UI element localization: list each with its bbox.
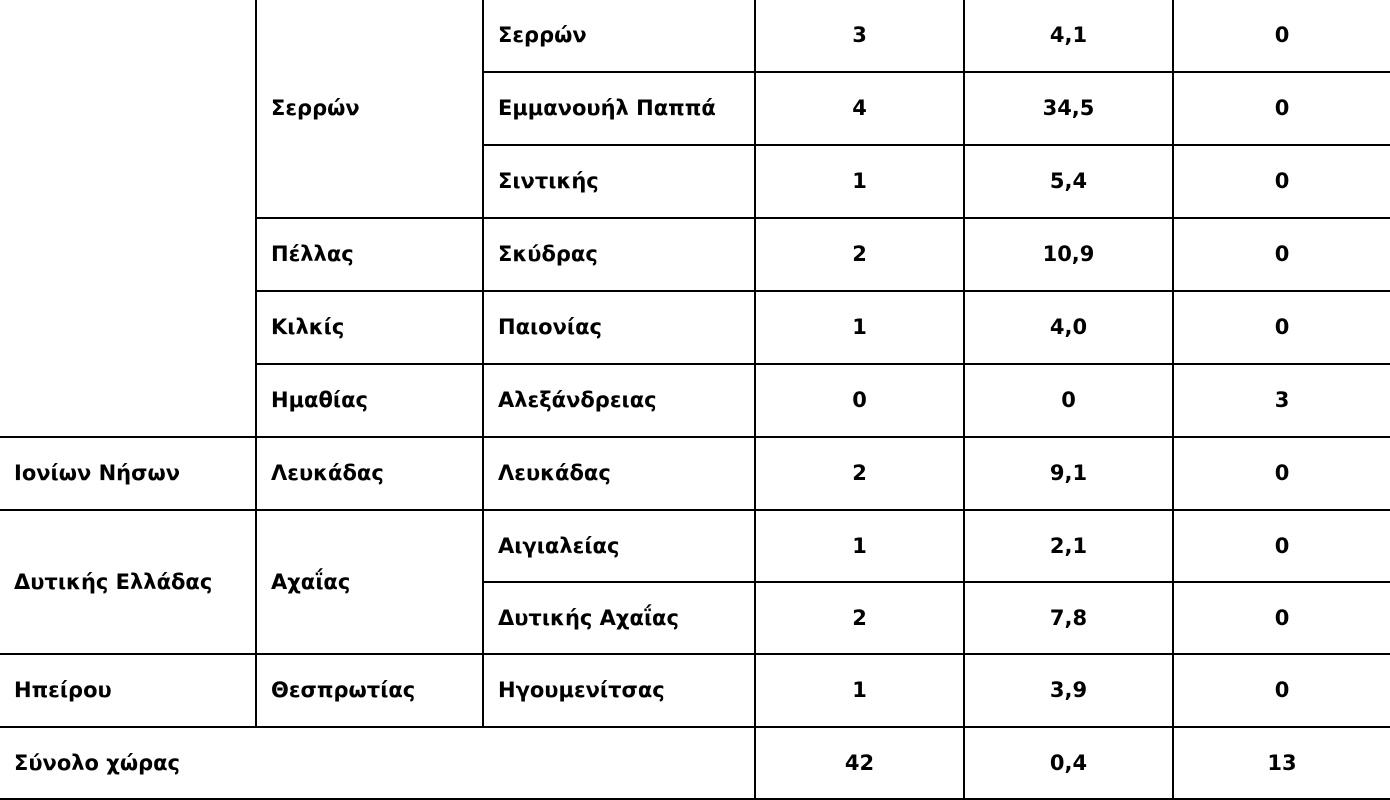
deaths-cell: 0: [1173, 218, 1390, 291]
rate-cell: 4,1: [964, 0, 1173, 72]
rate-cell: 5,4: [964, 145, 1173, 218]
deaths-cell: 0: [1173, 582, 1390, 654]
rate-cell: 0: [964, 364, 1173, 437]
regional-unit-cell: Πέλλας: [256, 218, 483, 291]
municipality-cell: Σκύδρας: [483, 218, 755, 291]
region-cell: Ιονίων Νήσων: [0, 437, 256, 510]
cases-cell: 1: [755, 291, 964, 364]
cases-cell: 3: [755, 0, 964, 72]
cases-cell: 1: [755, 654, 964, 727]
table-row: [0, 654, 1390, 727]
cases-cell: 4: [755, 72, 964, 145]
rate-cell: 2,1: [964, 510, 1173, 582]
deaths-cell: 0: [1173, 0, 1390, 72]
deaths-cell: 0: [1173, 145, 1390, 218]
table-row: [0, 510, 1390, 582]
cases-cell: 1: [755, 510, 964, 582]
deaths-cell: 0: [1173, 437, 1390, 510]
regional-unit-cell: Ημαθίας: [256, 364, 483, 437]
municipality-cell: Αιγιαλείας: [483, 510, 755, 582]
municipality-cell: Εμμανουήλ Παππά: [483, 72, 755, 145]
regional-unit-cell: Λευκάδας: [256, 437, 483, 510]
deaths-cell: 0: [1173, 654, 1390, 727]
region-cell-empty: [0, 0, 256, 437]
cases-cell: 2: [755, 582, 964, 654]
rate-cell: 10,9: [964, 218, 1173, 291]
municipality-cell: Αλεξάνδρειας: [483, 364, 755, 437]
total-cases-cell: 42: [755, 727, 964, 799]
cases-cell: 1: [755, 145, 964, 218]
deaths-cell: 0: [1173, 291, 1390, 364]
municipality-cell: Ηγουμενίτσας: [483, 654, 755, 727]
cases-cell: 0: [755, 364, 964, 437]
municipality-cell: Σερρών: [483, 0, 755, 72]
table-row: [0, 437, 1390, 510]
deaths-cell: 3: [1173, 364, 1390, 437]
municipality-cell: Λευκάδας: [483, 437, 755, 510]
table-row: [0, 0, 1390, 72]
cases-cell: 2: [755, 437, 964, 510]
deaths-cell: 0: [1173, 72, 1390, 145]
rate-cell: 3,9: [964, 654, 1173, 727]
regional-unit-cell: Αχαΐας: [256, 510, 483, 654]
total-rate-cell: 0,4: [964, 727, 1173, 799]
region-cell: Ηπείρου: [0, 654, 256, 727]
regional-unit-cell: Σερρών: [256, 0, 483, 218]
total-label: Σύνολο χώρας: [0, 727, 755, 799]
rate-cell: 9,1: [964, 437, 1173, 510]
regional-unit-cell: Κιλκίς: [256, 291, 483, 364]
deaths-cell: 0: [1173, 510, 1390, 582]
rate-cell: 7,8: [964, 582, 1173, 654]
municipality-cell: Παιονίας: [483, 291, 755, 364]
municipality-cell: Δυτικής Αχαΐας: [483, 582, 755, 654]
region-cell: Δυτικής Ελλάδας: [0, 510, 256, 654]
table-total-row: [0, 727, 1390, 799]
rate-cell: 34,5: [964, 72, 1173, 145]
cases-cell: 2: [755, 218, 964, 291]
rate-cell: 4,0: [964, 291, 1173, 364]
regional-unit-cell: Θεσπρωτίας: [256, 654, 483, 727]
total-deaths-cell: 13: [1173, 727, 1390, 799]
municipality-cell: Σιντικής: [483, 145, 755, 218]
